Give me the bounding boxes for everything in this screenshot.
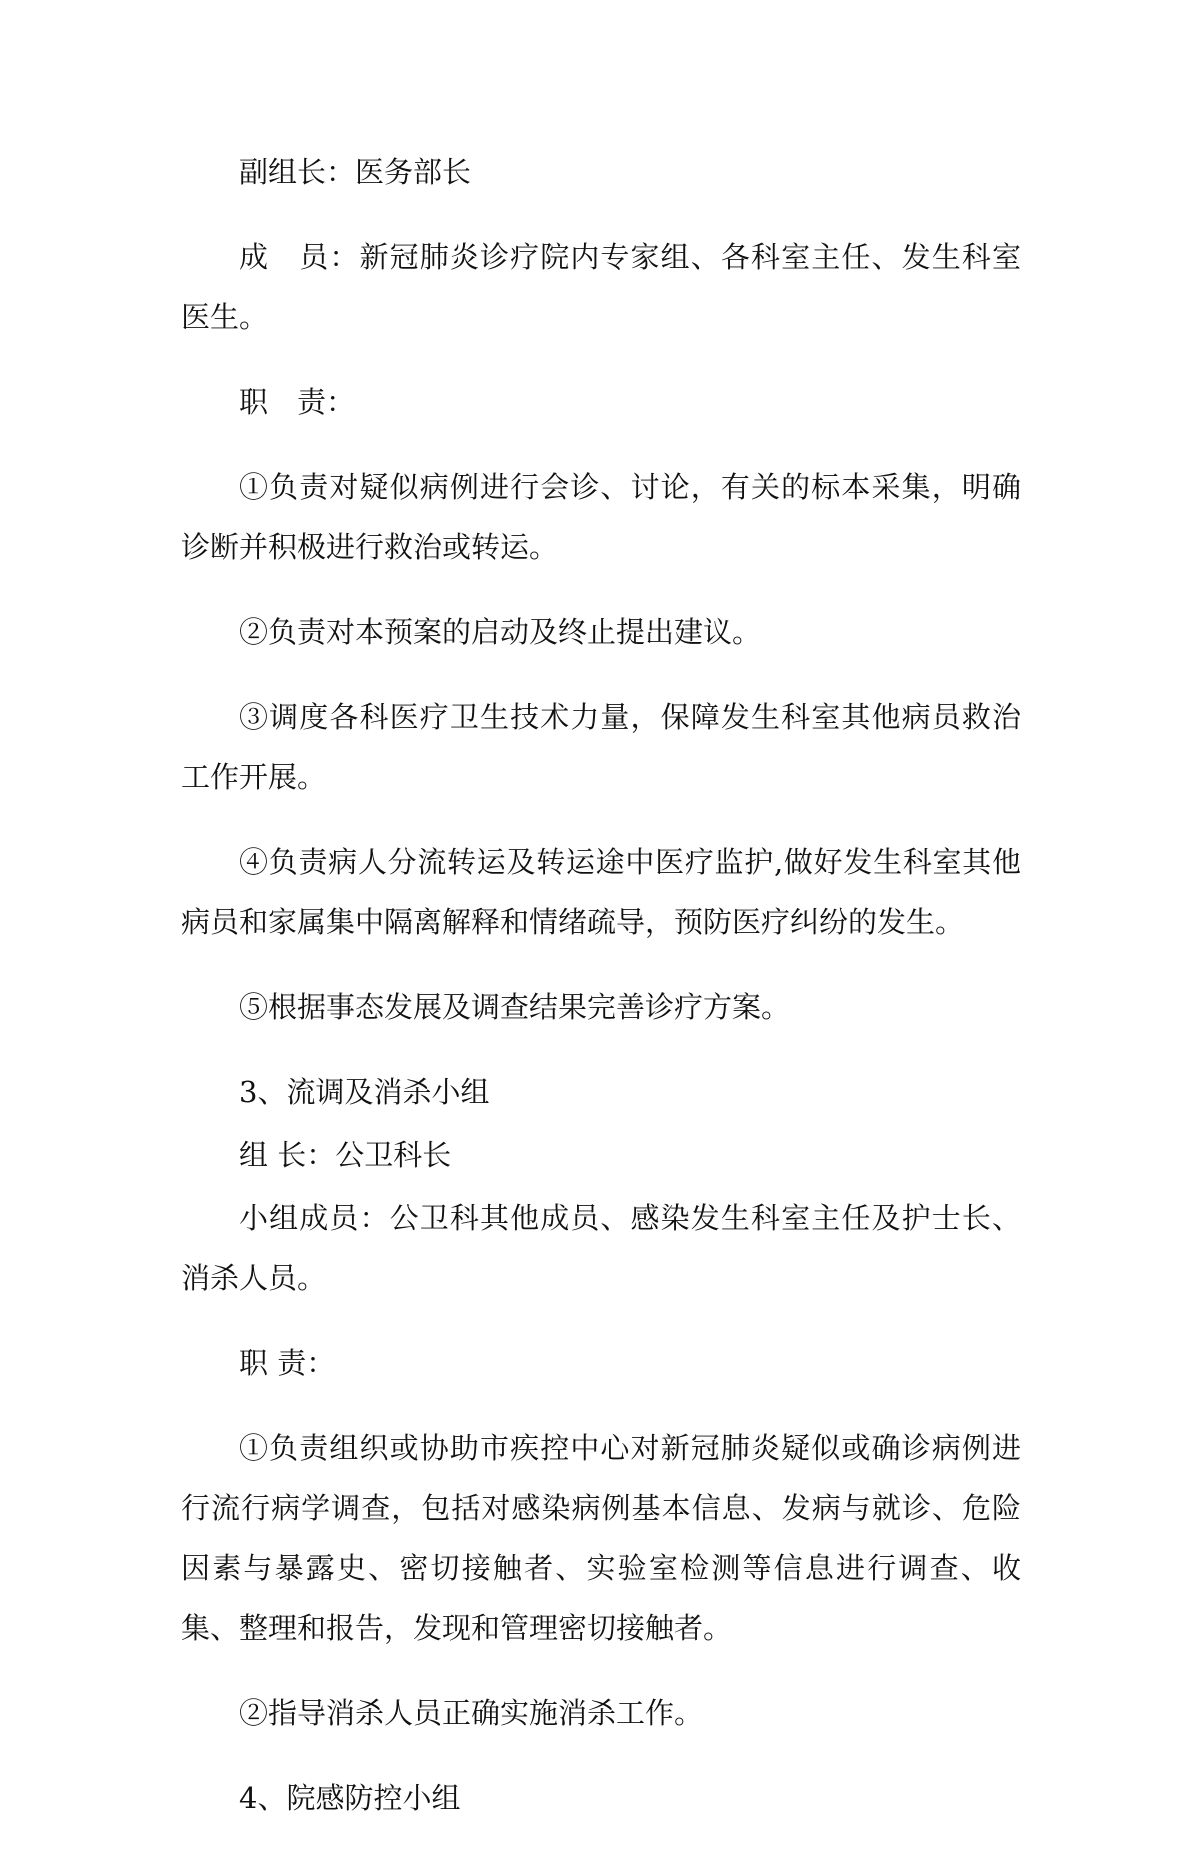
paragraph-group-leader: 组 长：公卫科长 [239, 1138, 452, 1172]
paragraph-duty-4: ④负责病人分流转运及转运途中医疗监护,做好发生科室其他病员和家属集中隔离解释和情绪疏导，预防医疗纠纷的发生。 [181, 845, 1021, 939]
paragraph-epi-duty-2: ②指导消杀人员正确实施消杀工作。 [239, 1696, 704, 1730]
paragraph-epi-duty-1: ①负责组织或协助市疾控中心对新冠肺炎疑似或确诊病例进行流行病学调查，包括对感染病例基本信息、发病与就诊、危险因素与暴露史、密切接触者、实验室检测等信息进行调查、收集、整理和报告，发现和管理密切接触者。 [181, 1431, 1021, 1645]
paragraph-members: 成 员：新冠肺炎诊疗院内专家组、各科室主任、发生科室医生。 [181, 240, 1021, 334]
paragraph-deputy-leader: 副组长：医务部长 [239, 155, 472, 189]
section-heading-infection-control: 4、院感防控小组 [239, 1781, 461, 1815]
paragraph-duties-heading-2: 职 责： [239, 1346, 336, 1380]
paragraph-duties-heading: 职 责： [239, 385, 356, 419]
document-body [181, 142, 1021, 1853]
section-heading-epidemiology-disinfection: 3、流调及消杀小组 [239, 1075, 490, 1109]
paragraph-duty-2: ②负责对本预案的启动及终止提出建议。 [239, 615, 762, 649]
paragraph-duty-3: ③调度各科医疗卫生技术力量，保障发生科室其他病员救治工作开展。 [181, 700, 1021, 794]
paragraph-duty-5: ⑤根据事态发展及调查结果完善诊疗方案。 [239, 990, 791, 1024]
paragraph-duty-1: ①负责对疑似病例进行会诊、讨论，有关的标本采集，明确诊断并积极进行救治或转运。 [181, 470, 1021, 564]
paragraph-group-members: 小组成员：公卫科其他成员、感染发生科室主任及护士长、消杀人员。 [181, 1201, 1021, 1295]
